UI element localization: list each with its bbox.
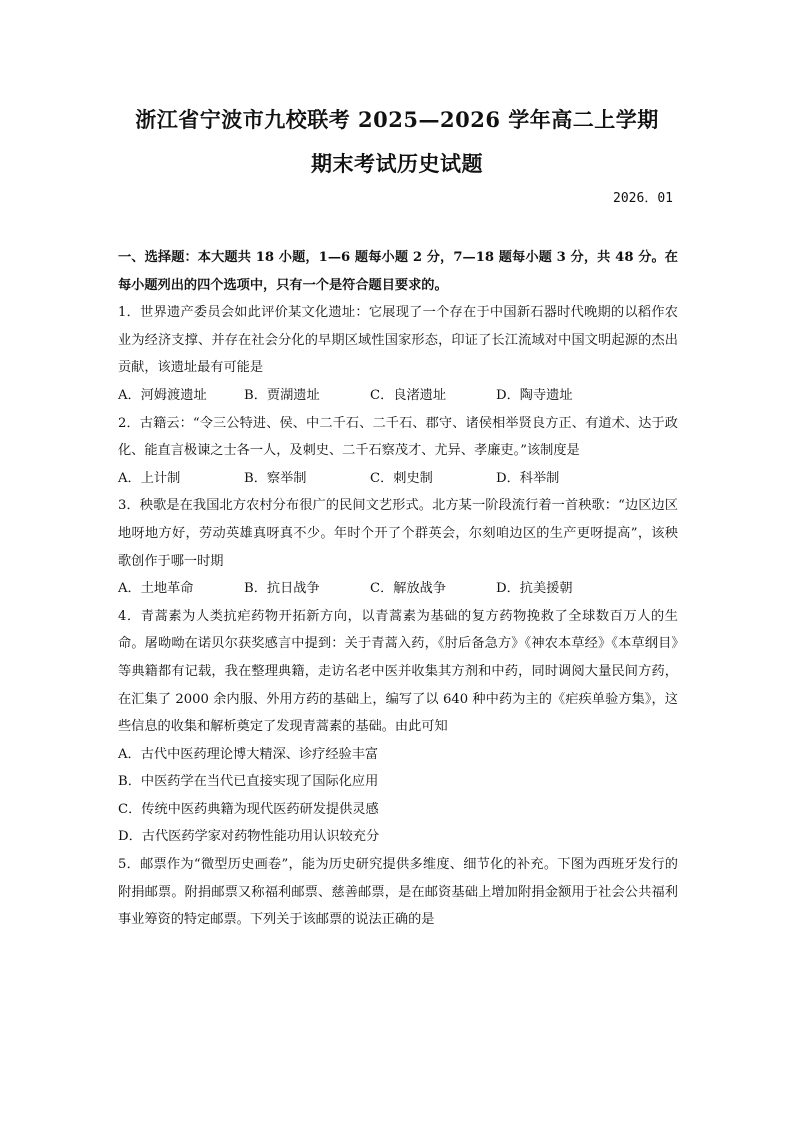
exam-date: 2026．01 [613,191,673,206]
option-a: A．土地革命 [118,581,194,597]
section-heading: 一、选择题：本大题共 18 小题，1—6 题每小题 2 分，7—18 题每小题 3 分，共 48 分。在每小题列出的四个选项中，只有一个是符合题目要求的。 [118,250,678,293]
question-5 [118,851,678,934]
option-b: B．中医药学在当代已直接实现了国际化应用 [118,774,379,790]
option-c: C．传统中医药典籍为现代医药研发提供灵感 [118,801,379,817]
exam-title-line2: 期末考试历史试题 [311,151,483,176]
option-d: D．抗美援朝 [496,581,573,597]
option-d: D．古代医药学家对药物性能功用认识较充分 [118,829,380,845]
option-a: A．河姆渡遗址 [118,387,207,403]
option-c: C．刺史制 [370,470,433,486]
question-3 [118,492,678,602]
options-row [118,382,678,410]
question-2 [118,410,678,493]
option-d: D．科举制 [496,470,560,486]
option-c: C．解放战争 [370,581,447,597]
question-stem: 4．青蒿素为人类抗疟药物开拓新方向，以青蒿素为基础的复方药物挽救了全球数百万人的生命。屠呦呦在诺贝尔获奖感言中提到：关于青蒿入药，《肘后备急方》《神农本草经》《本草纲目》等典籍都有记载，我在整理典籍，走访名老中医并收集其方剂和中药，同时调阅大量民间方药，在汇集了 2000 余内服、外用方药的基础上，编写了以 640 种中药为主的《疟疾单验方集》，这些信息的收集和解析奠定了发现青蒿素的基础。由此可知 [118,608,678,735]
exam-content [118,244,678,934]
question-stem: 1．世界遗产委员会如此评价某文化遗址：它展现了一个存在于中国新石器时代晚期的以稻作农业为经济支撑、并存在社会分化的早期区域性国家形态，印证了长江流域对中国文明起源的杰出贡献，该遗址最有可能是 [118,305,678,376]
question-4 [118,603,678,851]
question-stem: 3．秧歌是在我国北方农村分布很广的民间文艺形式。北方某一阶段流行着一首秧歌：“边区边区地呀地方好，劳动英雄真呀真不少。年时个开了个群英会，尔刻咱边区的生产更呀提高”，该秧歌创作于哪一时期 [118,498,678,569]
option-b: B．抗日战争 [244,581,320,597]
option-d: D．陶寺遗址 [496,387,573,403]
question-stem: 5．邮票作为“微型历史画卷”，能为历史研究提供多维度、细节化的补充。下图为西班牙发行的附捐邮票。附捐邮票又称福利邮票、慈善邮票，是在邮资基础上增加附捐金额用于社会公共福利事业筹资的特定邮票。下列关于该邮票的说法正确的是 [118,857,678,928]
exam-title-line1: 浙江省宁波市九校联考 2025—2026 学年高二上学期 [135,107,659,132]
option-a: A．古代中医药理论博大精深、诊疗经验丰富 [118,746,379,762]
option-a: A．上计制 [118,470,181,486]
option-b: B．贾湖遗址 [244,387,320,403]
options-row [118,575,678,603]
question-stem: 2．古籍云：“令三公特进、侯、中二千石、二千石、郡守、诸侯相举贤良方正、有道术、达于政化、能直言极谏之士各一人，及刺史、二千石察茂才、尤异、孝廉吏。”该制度是 [118,415,678,459]
option-b: B．察举制 [244,470,307,486]
option-c: C．良渚遗址 [370,387,447,403]
question-1 [118,299,678,409]
options-row [118,465,678,493]
